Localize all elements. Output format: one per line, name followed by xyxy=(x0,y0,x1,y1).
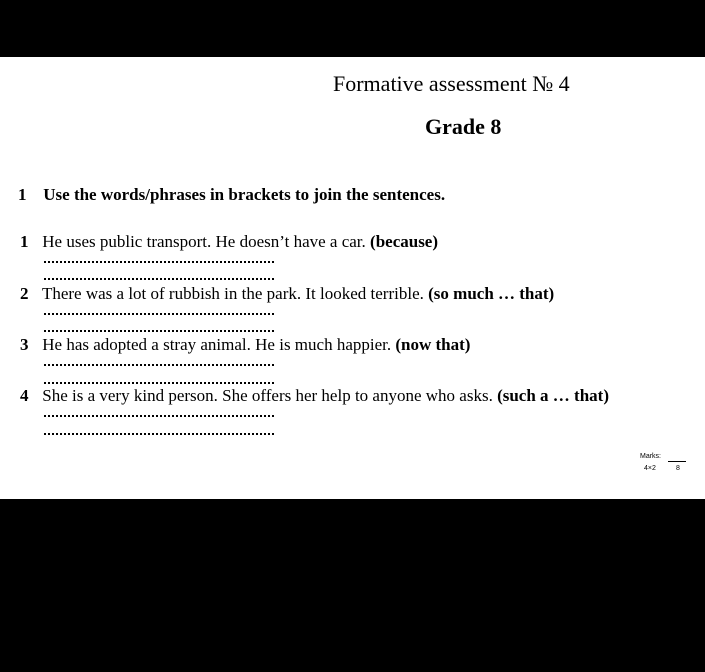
item-number: 1 xyxy=(20,232,29,251)
exercise-item-1 xyxy=(20,232,438,252)
marks-score-line xyxy=(668,461,686,462)
task-text: Use the words/phrases in brackets to join the sentences. xyxy=(43,185,446,204)
marks-box xyxy=(632,451,692,479)
task-number: 1 xyxy=(18,185,27,204)
marks-label: Marks: xyxy=(640,453,661,460)
marks-calculation: 4×2 xyxy=(644,465,656,472)
grade-heading: Grade 8 xyxy=(425,114,502,139)
answer-line[interactable] xyxy=(44,278,274,280)
item-number: 3 xyxy=(20,335,29,354)
answer-line[interactable] xyxy=(44,261,274,263)
top-black-band xyxy=(0,0,705,57)
answer-line[interactable] xyxy=(44,415,274,417)
task-instruction xyxy=(18,185,445,205)
answer-line[interactable] xyxy=(44,313,274,315)
exercise-item-2 xyxy=(20,284,554,304)
worksheet-title: Formative assessment № 4 xyxy=(333,71,570,96)
item-number: 4 xyxy=(20,386,29,405)
item-hint: (such a … that) xyxy=(497,386,609,405)
item-text: He has adopted a stray animal. He is much happier. xyxy=(42,335,392,354)
answer-line[interactable] xyxy=(44,364,274,366)
exercise-item-3 xyxy=(20,335,470,355)
exercise-item-4 xyxy=(20,386,609,406)
bottom-black-band xyxy=(0,499,705,672)
item-text: She is a very kind person. She offers her help to anyone who asks. xyxy=(42,386,493,405)
answer-line[interactable] xyxy=(44,433,274,435)
item-hint: (so much … that) xyxy=(428,284,555,303)
item-text: He uses public transport. He doesn’t have a car. xyxy=(42,232,366,251)
item-hint: (because) xyxy=(370,232,439,251)
marks-total: 8 xyxy=(676,465,680,472)
answer-line[interactable] xyxy=(44,382,274,384)
item-hint: (now that) xyxy=(395,335,471,354)
worksheet-page xyxy=(0,57,705,499)
item-text: There was a lot of rubbish in the park. It looked terrible. xyxy=(41,284,424,303)
answer-line[interactable] xyxy=(44,330,274,332)
item-number: 2 xyxy=(20,284,29,303)
